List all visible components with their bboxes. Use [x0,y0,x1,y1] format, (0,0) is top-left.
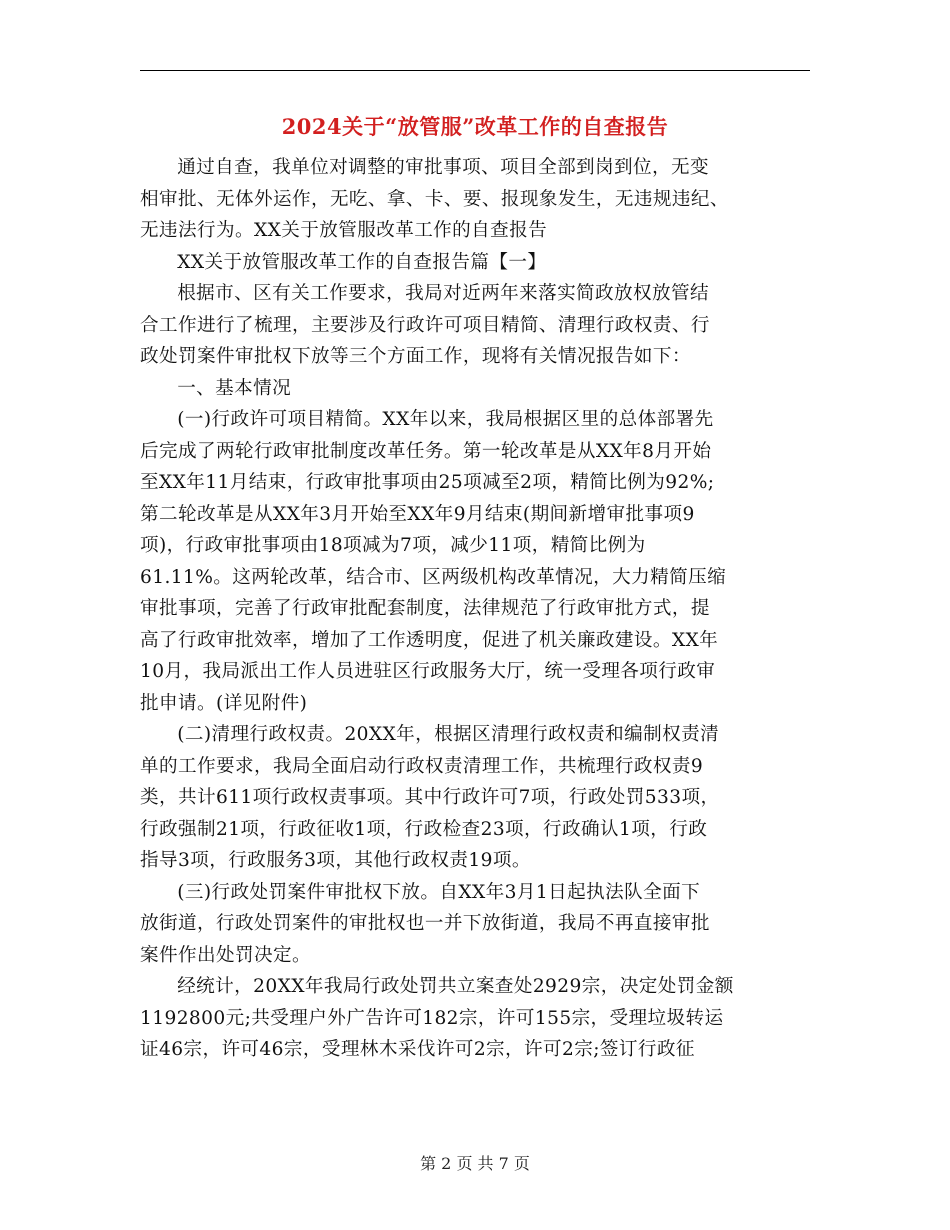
body-line: 至XX年11月结束，行政审批事项由25项减至2项，精简比例为92%; [140,472,715,493]
body-line: 61.11%。这两轮改革，结合市、区两级机构改革情况，大力精简压缩 [140,566,727,588]
body-line: (三)行政处罚案件审批权下放。自XX年3月1日起执法队全面下 [177,881,701,903]
body-line: XX关于放管服改革工作的自查报告篇【一】 [177,251,547,273]
body-line: 1192800元;共受理户外广告许可182宗，许可155宗，受理垃圾转运 [140,1007,724,1029]
document-title: 2024关于“放管服”改革工作的自查报告 [281,114,669,139]
body-line: 一、基本情况 [177,377,292,399]
body-line: 项)，行政审批事项由18项减为7项，减少11项，精简比例为 [140,535,646,556]
page-footer: 第 2 页 共 7 页 [420,1154,530,1173]
body-line: 批申请。(详见附件) [140,692,308,714]
body-line: 类，共计611项行政权责事项。其中行政许可7项，行政处罚533项， [140,787,720,808]
body-line: 证46宗，许可46宗，受理林木采伐许可2宗，许可2宗;签订行政征 [140,1039,695,1060]
body-line: 通过自查，我单位对调整的审批事项、项目全部到岗到位，无变 [177,157,710,178]
body-line: 经统计，20XX年我局行政处罚共立案查处2929宗，决定处罚金额 [177,976,734,997]
document-body [140,152,812,1066]
body-line: 审批事项，完善了行政审批配套制度，法律规范了行政审批方式，提 [140,598,710,619]
body-line: 放街道，行政处罚案件的审批权也一并下放街道，我局不再直接审批 [140,913,710,934]
body-line: (一)行政许可项目精简。XX年以来，我局根据区里的总体部署先 [177,409,714,430]
body-line: 高了行政审批效率，增加了工作透明度，促进了机关廉政建设。XX年 [140,629,719,651]
body-line: 单的工作要求，我局全面启动行政权责清理工作，共梳理行政权责9 [140,755,704,777]
body-line: 行政强制21项，行政征收1项，行政检查23项，行政确认1项，行政 [140,818,708,840]
body-line: (二)清理行政权责。20XX年，根据区清理行政权责和编制权责清 [177,724,720,745]
body-line: 指导3项，行政服务3项，其他行政权责19项。 [140,850,531,871]
body-line: 合工作进行了梳理，主要涉及行政许可项目精简、清理行政权责、行 [140,314,710,336]
header-rule [140,70,810,71]
body-line: 政处罚案件审批权下放等三个方面工作，现将有关情况报告如下： [140,346,691,367]
body-line: 案件作出处罚决定。 [140,944,311,966]
body-line: 后完成了两轮行政审批制度改革任务。第一轮改革是从XX年8月开始 [140,440,712,462]
body-line: 第二轮改革是从XX年3月开始至XX年9月结束(期间新增审批事项9 [140,503,695,525]
body-line: 根据市、区有关工作要求，我局对近两年来落实简政放权放管结 [177,283,710,304]
body-line: 无违法行为。XX关于放管服改革工作的自查报告 [140,220,548,241]
body-line: 10月，我局派出工作人员进驻区行政服务大厅，统一受理各项行政审 [140,661,716,682]
body-line: 相审批、无体外运作，无吃、拿、卡、要、报现象发生，无违规违纪、 [140,188,729,210]
